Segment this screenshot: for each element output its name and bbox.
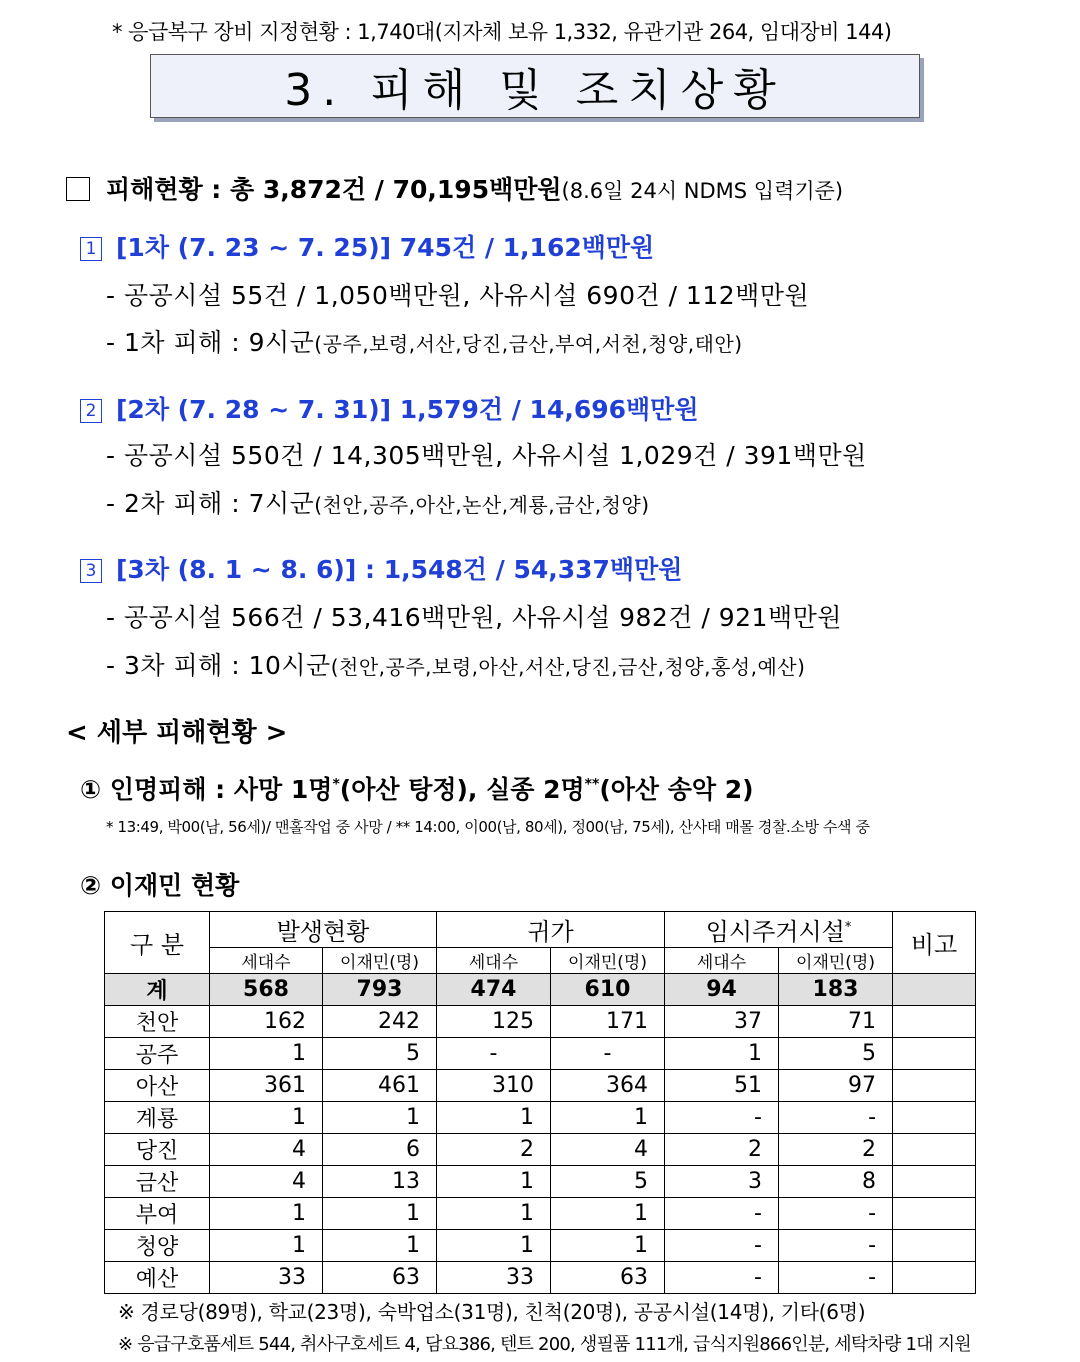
damage-summary — [66, 170, 843, 206]
footnote-mark: * — [844, 920, 852, 935]
phase-2-heading — [80, 390, 698, 426]
value-cell: 1 — [323, 1198, 437, 1230]
value-cell — [893, 1230, 976, 1262]
table-row — [105, 1134, 976, 1166]
value-cell: 461 — [323, 1070, 437, 1102]
value-cell: 361 — [210, 1070, 323, 1102]
value-cell: - — [437, 1038, 551, 1070]
value-cell: 2 — [437, 1134, 551, 1166]
phase-regions-count: - 3차 피해 : 10시군 — [106, 651, 331, 680]
casualty-deaths: ① 인명피해 : 사망 1명 — [80, 775, 333, 804]
phase-regions-count: - 2차 피해 : 7시군 — [106, 489, 315, 518]
table-row — [105, 1070, 976, 1102]
value-cell — [893, 1166, 976, 1198]
table-row — [105, 1102, 976, 1134]
value-cell: - — [779, 1198, 893, 1230]
value-cell — [893, 1070, 976, 1102]
table-row — [105, 1262, 976, 1294]
value-cell: 171 — [551, 1006, 665, 1038]
phase-title: [2차 (7. 28 ~ 7. 31)] 1,579건 / 14,696백만원 — [116, 395, 699, 424]
value-cell: 2 — [779, 1134, 893, 1166]
value-cell: 310 — [437, 1070, 551, 1102]
equipment-note: * 응급복구 장비 지정현황 : 1,740대(지자체 보유 1,332, 유관기관 264, 임대장비 144) — [112, 20, 892, 44]
phase-number-box: 3 — [80, 559, 102, 583]
phase-2-regions — [106, 484, 650, 520]
value-cell: 5 — [551, 1166, 665, 1198]
value-cell: 51 — [665, 1070, 779, 1102]
value-cell: 610 — [551, 974, 665, 1006]
region-cell: 아산 — [105, 1070, 210, 1102]
summary-basis: (8.6일 24시 NDMS 입력기준) — [561, 179, 844, 203]
value-cell: 94 — [665, 974, 779, 1006]
value-cell: - — [665, 1230, 779, 1262]
subheader-households: 세대수 — [210, 948, 323, 974]
value-cell: 125 — [437, 1006, 551, 1038]
value-cell: - — [665, 1198, 779, 1230]
value-cell: 1 — [551, 1198, 665, 1230]
table-row — [105, 1166, 976, 1198]
phase-number-box: 2 — [80, 399, 102, 423]
value-cell: 364 — [551, 1070, 665, 1102]
value-cell: 13 — [323, 1166, 437, 1198]
value-cell: 3 — [665, 1166, 779, 1198]
value-cell: 1 — [210, 1102, 323, 1134]
value-cell: 568 — [210, 974, 323, 1006]
phase-regions-count: - 1차 피해 : 9시군 — [106, 328, 315, 357]
footnote-supplies: ※ 응급구호품세트 544, 취사구호세트 4, 담요386, 텐트 200, 생필품 111개, 급식지원866인분, 세탁차량 1대 지원 — [118, 1334, 971, 1355]
value-cell: 1 — [210, 1038, 323, 1070]
value-cell: 5 — [779, 1038, 893, 1070]
header-temporary-label: 임시주거시설 — [705, 918, 845, 946]
value-cell: 1 — [210, 1198, 323, 1230]
region-cell: 계 — [105, 974, 210, 1006]
table-row — [105, 1198, 976, 1230]
table-total-row — [105, 974, 976, 1006]
value-cell: 4 — [551, 1134, 665, 1166]
value-cell: 1 — [551, 1230, 665, 1262]
region-cell: 예산 — [105, 1262, 210, 1294]
value-cell: 1 — [323, 1102, 437, 1134]
region-cell: 당진 — [105, 1134, 210, 1166]
header-note: 비고 — [893, 912, 976, 974]
value-cell: 474 — [437, 974, 551, 1006]
footnote-shelters: ※ 경로당(89명), 학교(23명), 숙박업소(31명), 친척(20명), 공공시설(14명), 기타(6명) — [118, 1300, 866, 1324]
phase-1-facilities: - 공공시설 55건 / 1,050백만원, 사유시설 690건 / 112백만원 — [106, 281, 810, 310]
phase-1-heading — [80, 228, 654, 264]
value-cell: 63 — [551, 1262, 665, 1294]
table-row — [105, 1038, 976, 1070]
value-cell: 1 — [437, 1102, 551, 1134]
subheader-people: 이재민(명) — [779, 948, 893, 974]
subheader-people: 이재민(명) — [551, 948, 665, 974]
value-cell: 5 — [323, 1038, 437, 1070]
value-cell: 793 — [323, 974, 437, 1006]
value-cell — [893, 1262, 976, 1294]
value-cell — [893, 1038, 976, 1070]
footnote-mark: ** — [584, 776, 600, 793]
value-cell: - — [779, 1262, 893, 1294]
value-cell — [893, 1198, 976, 1230]
phase-title: [3차 (8. 1 ~ 8. 6)] : 1,548건 / 54,337백만원 — [116, 555, 683, 584]
value-cell: 2 — [665, 1134, 779, 1166]
casualty-missing: (아산 탕정), 실종 2명 — [339, 775, 585, 804]
value-cell: 4 — [210, 1134, 323, 1166]
value-cell — [893, 1006, 976, 1038]
value-cell: 1 — [323, 1230, 437, 1262]
value-cell: 71 — [779, 1006, 893, 1038]
region-cell: 금산 — [105, 1166, 210, 1198]
header-returned: 귀가 — [437, 912, 665, 948]
value-cell: 1 — [210, 1230, 323, 1262]
value-cell: 97 — [779, 1070, 893, 1102]
phase-regions-list: (천안,공주,아산,논산,계룡,금산,청양) — [314, 493, 650, 517]
checkbox-square-icon — [66, 177, 90, 201]
region-cell: 천안 — [105, 1006, 210, 1038]
table-row — [105, 1006, 976, 1038]
value-cell: 4 — [210, 1166, 323, 1198]
phase-1-regions — [106, 323, 743, 359]
header-gubun: 구 분 — [105, 912, 210, 974]
value-cell — [893, 1102, 976, 1134]
phase-title: [1차 (7. 23 ~ 7. 25)] 745건 / 1,162백만원 — [116, 233, 655, 262]
evacuee-table — [104, 911, 976, 1294]
value-cell: - — [779, 1102, 893, 1134]
value-cell: 1 — [665, 1038, 779, 1070]
value-cell: 6 — [323, 1134, 437, 1166]
header-occurrence: 발생현황 — [210, 912, 437, 948]
value-cell — [893, 1134, 976, 1166]
value-cell: 33 — [437, 1262, 551, 1294]
casualty-missing-location: (아산 송악 2) — [599, 775, 754, 804]
phase-3-regions — [106, 646, 805, 682]
value-cell: 37 — [665, 1006, 779, 1038]
subheader-households: 세대수 — [437, 948, 551, 974]
detail-heading: < 세부 피해현황 > — [66, 718, 288, 748]
value-cell: - — [665, 1262, 779, 1294]
value-cell: 33 — [210, 1262, 323, 1294]
phase-2-facilities: - 공공시설 550건 / 14,305백만원, 사유시설 1,029건 / 391백만원 — [106, 441, 867, 470]
table-row — [105, 1230, 976, 1262]
value-cell: 1 — [551, 1102, 665, 1134]
phase-regions-list: (천안,공주,보령,아산,서산,당진,금산,청양,홍성,예산) — [330, 655, 806, 679]
header-temporary-housing — [665, 912, 893, 948]
summary-total: 피해현황 : 총 3,872건 / 70,195백만원 — [106, 175, 562, 204]
phase-number-box: 1 — [80, 237, 102, 261]
subheader-people: 이재민(명) — [323, 948, 437, 974]
region-cell: 부여 — [105, 1198, 210, 1230]
region-cell: 계룡 — [105, 1102, 210, 1134]
value-cell: 1 — [437, 1198, 551, 1230]
region-cell: 청양 — [105, 1230, 210, 1262]
value-cell: 8 — [779, 1166, 893, 1198]
value-cell: - — [779, 1230, 893, 1262]
phase-3-facilities: - 공공시설 566건 / 53,416백만원, 사유시설 982건 / 921백만원 — [106, 603, 842, 632]
phase-regions-list: (공주,보령,서산,당진,금산,부여,서천,청양,태안) — [314, 332, 743, 356]
region-cell: 공주 — [105, 1038, 210, 1070]
value-cell — [893, 974, 976, 1006]
casualty-note: * 13:49, 박00(남, 56세)/ 맨홀작업 중 사망 / ** 14:00, 이00(남, 80세), 정00(남, 75세), 산사태 매몰 경찰.소방 수색 중 — [106, 818, 870, 836]
casualty-line — [80, 770, 754, 806]
phase-3-heading — [80, 550, 682, 586]
section-banner — [150, 54, 920, 118]
value-cell: - — [665, 1102, 779, 1134]
value-cell: 63 — [323, 1262, 437, 1294]
value-cell: 1 — [437, 1230, 551, 1262]
section-title: 3. 피해 및 조치상황 — [284, 65, 786, 116]
footnote-mark: * — [332, 776, 340, 793]
evacuee-heading: ② 이재민 현황 — [80, 871, 240, 900]
value-cell: 1 — [437, 1166, 551, 1198]
value-cell: 183 — [779, 974, 893, 1006]
subheader-households: 세대수 — [665, 948, 779, 974]
value-cell: 162 — [210, 1006, 323, 1038]
value-cell: - — [551, 1038, 665, 1070]
value-cell: 242 — [323, 1006, 437, 1038]
